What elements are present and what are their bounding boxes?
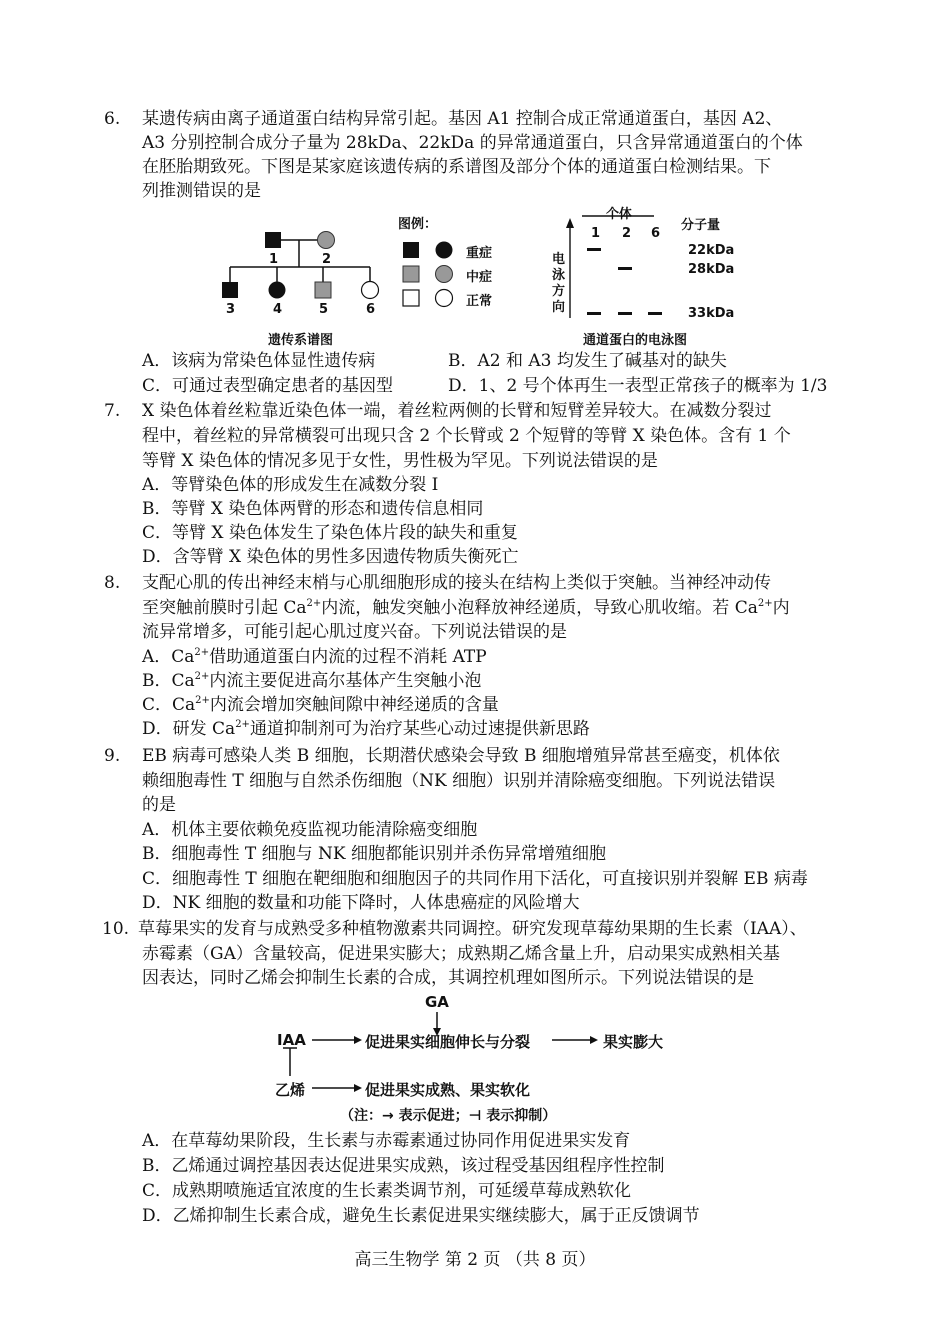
q8-line: 支配心肌的传出神经末梢与心肌细胞形成的接头在结构上类似于突触。当神经冲动传 bbox=[142, 573, 771, 593]
q10-option-c: C．成熟期喷施适宜浓度的生长素类调节剂，可延缓草莓成熟软化 bbox=[142, 1181, 632, 1201]
q7-option-a: A．等臂染色体的形成发生在减数分裂 I bbox=[142, 475, 439, 495]
q9-line: EB 病毒可感染人类 B 细胞，长期潜伏感染会导致 B 细胞增殖异常甚至癌变，机体依 bbox=[142, 746, 780, 766]
q6-line: A3 分别控制合成分子量为 28kDa、22kDa 的异常通道蛋白，只含异常通道蛋白的个体 bbox=[142, 133, 803, 153]
q6-option-b: B．A2 和 A3 均发生了碱基对的缺失 bbox=[448, 351, 727, 371]
q10-line: 因表达，同时乙烯会抑制生长素的合成，其调控机理如图所示。下列说法错误的是 bbox=[142, 968, 754, 988]
step1-label: 促进果实细胞伸长与分裂 bbox=[365, 1033, 531, 1051]
q10-option-a: A．在草莓幼果阶段，生长素与赤霉素通过协同作用促进果实发育 bbox=[142, 1131, 631, 1151]
legend-label-severe: 重症 bbox=[466, 246, 493, 261]
individual-4-symbol bbox=[269, 282, 286, 299]
q6-line: 在胚胎期致死。下图是某家庭该遗传病的系谱图及部分个体的通道蛋白检测结果。下 bbox=[142, 157, 771, 177]
q9-option-c: C．细胞毒性 T 细胞在靶细胞和细胞因子的共同作用下活化，可直接识别并裂解 EB 病毒 bbox=[142, 869, 808, 889]
q10-option-d: D．乙烯抑制生长素合成，避免生长素促进果实继续膨大，属于正反馈调节 bbox=[142, 1206, 700, 1226]
legend-title: 图例： bbox=[398, 217, 438, 232]
gel-caption: 通道蛋白的电泳图 bbox=[583, 333, 688, 348]
band-lane1-22kda bbox=[587, 248, 601, 251]
direction-char: 电 bbox=[552, 252, 566, 267]
iaa-label: IAA bbox=[277, 1031, 306, 1049]
legend-severe-female bbox=[436, 242, 453, 259]
q8-number: 8. bbox=[104, 573, 121, 593]
individual-3-symbol bbox=[222, 282, 238, 298]
q8-line: 至突触前膜时引起 $Ca^{2+}$内流，触发突触小泡释放神经递质，导致心肌收缩。若 $Ca^{2+}$内 bbox=[142, 598, 790, 618]
band-lane6-33kda bbox=[648, 312, 662, 315]
individual-1-symbol bbox=[265, 232, 281, 248]
q8-line: 流异常增多，可能引起心肌过度兴奋。下列说法错误的是 bbox=[142, 622, 567, 642]
individual-label: 4 bbox=[273, 302, 283, 317]
q9-line: 的是 bbox=[142, 795, 176, 815]
legend-label-moderate: 中症 bbox=[466, 270, 493, 285]
step2-label: 果实膨大 bbox=[603, 1033, 664, 1051]
band-lane2-33kda bbox=[618, 312, 632, 315]
individual-label: 2 bbox=[322, 252, 332, 267]
q9-number: 9. bbox=[104, 746, 121, 766]
q6-line: 某遗传病由离子通道蛋白结构异常引起。基因 A1 控制合成正常通道蛋白，基因 A2、 bbox=[142, 109, 783, 129]
mw-label: 33kDa bbox=[688, 306, 735, 321]
ethylene-label: 乙烯 bbox=[275, 1081, 306, 1099]
q7-line: 程中，着丝粒的异常横裂可出现只含 2 个长臂或 2 个短臂的等臂 X 染色体。含有 1 个 bbox=[142, 426, 791, 446]
mw-label: 28kDa bbox=[688, 262, 735, 277]
q6-line: 列推测错误的是 bbox=[142, 181, 261, 201]
gel-lane-label: 6 bbox=[651, 226, 661, 241]
gel-lane-label: 2 bbox=[622, 226, 632, 241]
q8-option-b: B．$Ca^{2+}$内流主要促进高尔基体产生突触小泡 bbox=[142, 671, 482, 691]
q8-option-d: D．研发 $Ca^{2+}$通道抑制剂可为治疗某些心动过速提供新思路 bbox=[142, 719, 590, 739]
gel-title: 个体 bbox=[606, 207, 633, 222]
individual-label: 3 bbox=[226, 302, 236, 317]
q6-number: 6. bbox=[104, 109, 121, 129]
direction-char: 方 bbox=[552, 284, 566, 299]
legend-severe-male bbox=[403, 242, 419, 258]
individual-label: 1 bbox=[269, 252, 279, 267]
q7-option-c: C．等臂 X 染色体发生了染色体片段的缺失和重复 bbox=[142, 523, 518, 543]
ga-label: GA bbox=[425, 993, 449, 1011]
direction-char: 向 bbox=[552, 300, 566, 315]
q7-number: 7. bbox=[104, 401, 121, 421]
q10-number: 10. bbox=[102, 919, 130, 939]
legend-label-normal: 正常 bbox=[466, 294, 493, 309]
individual-label: 6 bbox=[366, 302, 376, 317]
q8-option-c: C．$Ca^{2+}$内流会增加突触间隙中神经递质的含量 bbox=[142, 695, 499, 715]
q7-option-b: B．等臂 X 染色体两臂的形态和遗传信息相同 bbox=[142, 499, 484, 519]
q9-option-a: A．机体主要依赖免疫监视功能清除癌变细胞 bbox=[142, 820, 478, 840]
individual-5-symbol bbox=[315, 282, 331, 298]
individual-2-symbol bbox=[318, 232, 335, 249]
mw-title: 分子量 bbox=[681, 218, 721, 233]
legend-moderate-female bbox=[436, 266, 453, 283]
diagram-note: （注：→ 表示促进；⊣ 表示抑制） bbox=[340, 1108, 557, 1124]
q9-option-d: D．NK 细胞的数量和功能下降时，人体患癌症的风险增大 bbox=[142, 893, 580, 913]
q6-option-a: A．该病为常染色体显性遗传病 bbox=[142, 351, 376, 371]
legend-normal-male bbox=[403, 290, 419, 306]
q10-option-b: B．乙烯通过调控基因表达促进果实成熟，该过程受基因组程序性控制 bbox=[142, 1156, 665, 1176]
gel-lane-label: 1 bbox=[591, 226, 601, 241]
q6-option-d: D．1、2 号个体再生一表型正常孩子的概率为 1/3 bbox=[448, 376, 828, 396]
q7-option-d: D．含等臂 X 染色体的男性多因遗传物质失衡死亡 bbox=[142, 547, 519, 567]
legend-normal-female bbox=[436, 290, 453, 307]
q7-line: X 染色体着丝粒靠近染色体一端，着丝粒两侧的长臂和短臂差异较大。在减数分裂过 bbox=[142, 401, 772, 421]
band-lane1-33kda bbox=[587, 312, 601, 315]
q6-option-c: C．可通过表型确定患者的基因型 bbox=[142, 376, 394, 396]
mw-label: 22kDa bbox=[688, 243, 735, 258]
band-lane2-28kda bbox=[618, 267, 632, 270]
step3-label: 促进果实成熟、果实软化 bbox=[365, 1081, 531, 1099]
individual-6-symbol bbox=[362, 282, 379, 299]
pedigree-caption: 遗传系谱图 bbox=[268, 333, 334, 348]
legend-moderate-male bbox=[403, 266, 419, 282]
direction-char: 泳 bbox=[552, 268, 566, 283]
q10-line: 草莓果实的发育与成熟受多种植物激素共同调控。研究发现草莓幼果期的生长素（IAA）、 bbox=[138, 919, 807, 939]
q9-line: 赖细胞毒性 T 细胞与自然杀伤细胞（NK 细胞）识别并清除癌变细胞。下列说法错误 bbox=[142, 771, 776, 791]
q9-option-b: B．细胞毒性 T 细胞与 NK 细胞都能识别并杀伤异常增殖细胞 bbox=[142, 844, 607, 864]
q10-line: 赤霉素（GA）含量较高，促进果实膨大；成熟期乙烯含量上升，启动果实成熟相关基 bbox=[142, 944, 780, 964]
page-footer: 高三生物学 第 2 页 （共 8 页） bbox=[354, 1250, 596, 1270]
q7-line: 等臂 X 染色体的情况多见于女性，男性极为罕见。下列说法错误的是 bbox=[142, 451, 658, 471]
q8-option-a: A．$Ca^{2+}$借助通道蛋白内流的过程不消耗 ATP bbox=[142, 647, 487, 667]
individual-label: 5 bbox=[319, 302, 329, 317]
